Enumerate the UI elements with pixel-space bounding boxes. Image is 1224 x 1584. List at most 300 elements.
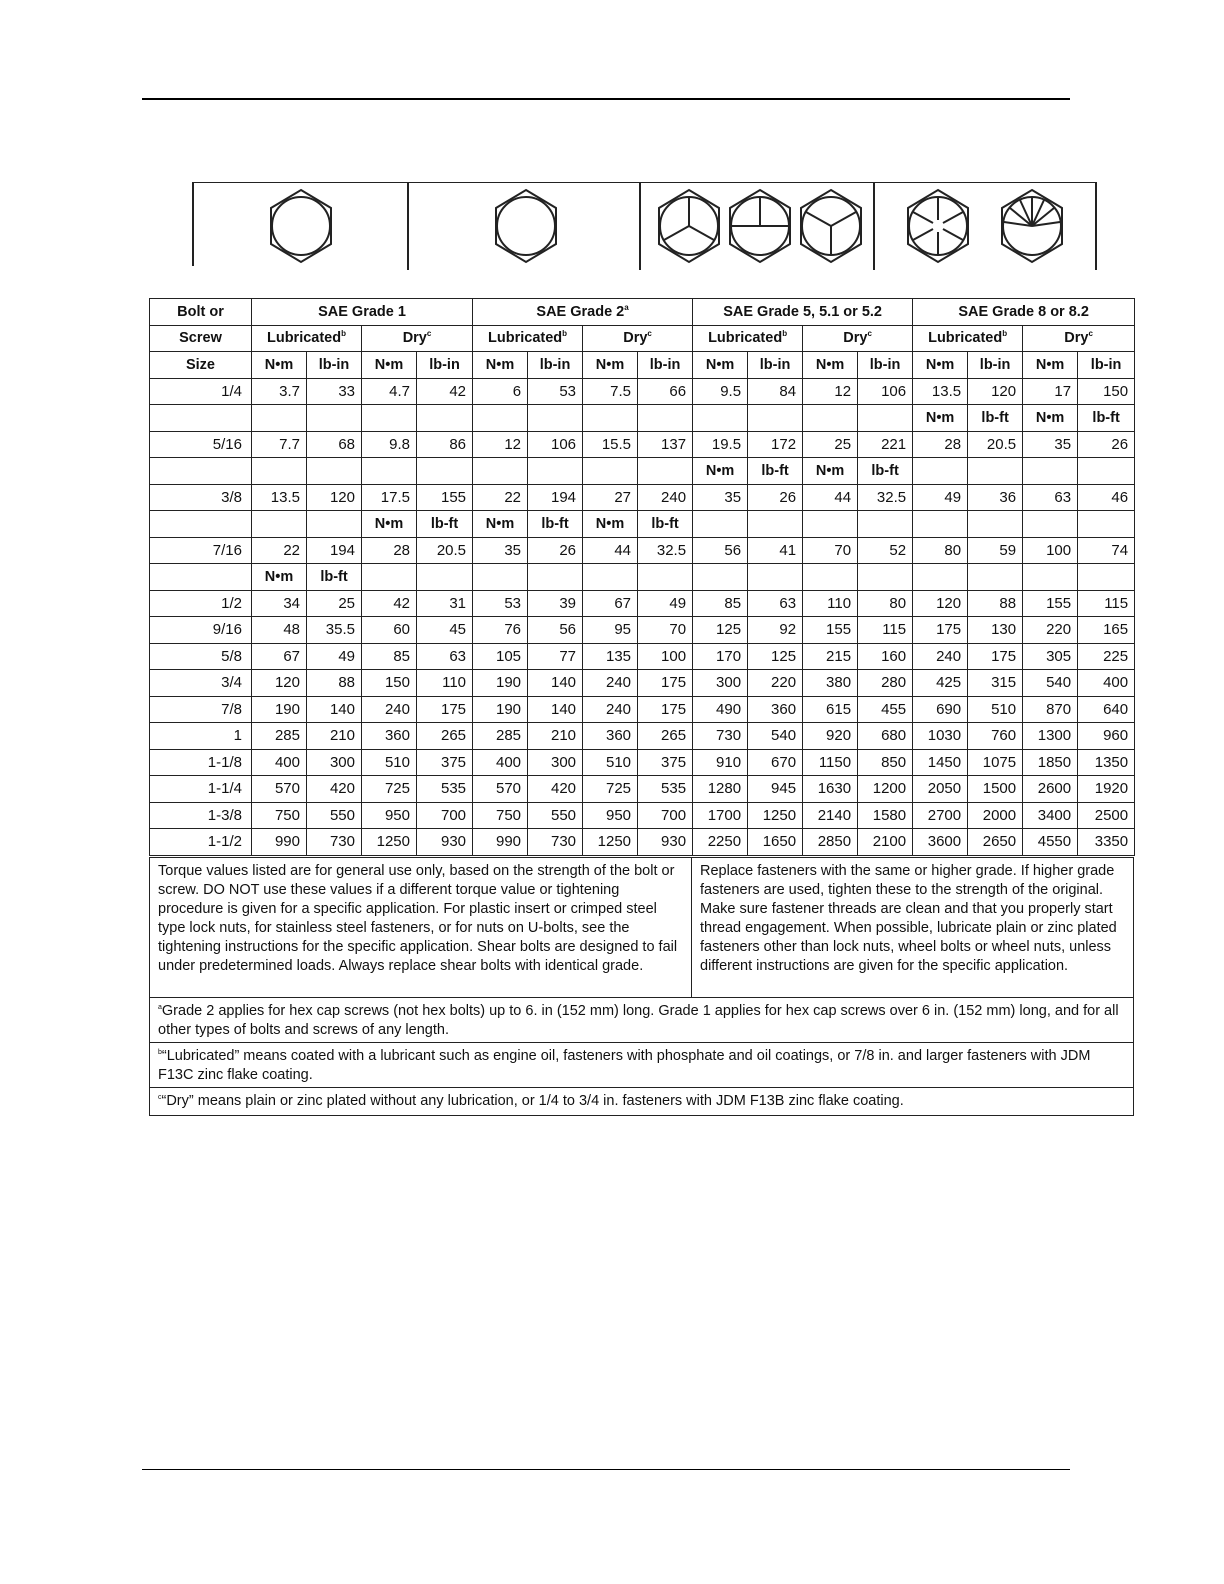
unit-cell — [1023, 564, 1078, 591]
value-cell: 950 — [362, 802, 417, 829]
table-row — [150, 590, 1135, 617]
value-cell: 137 — [638, 431, 693, 458]
value-cell: 53 — [528, 378, 583, 405]
value-cell: 690 — [913, 696, 968, 723]
value-cell: 2650 — [968, 829, 1023, 856]
value-cell: 375 — [417, 749, 473, 776]
unit-cell — [693, 511, 748, 538]
value-cell: 115 — [1078, 590, 1135, 617]
unit-cell — [1078, 511, 1135, 538]
value-cell: 155 — [803, 617, 858, 644]
value-cell: 20.5 — [968, 431, 1023, 458]
size-header: Size — [150, 352, 252, 379]
value-cell: 490 — [693, 696, 748, 723]
value-cell: 1450 — [913, 749, 968, 776]
value-cell: 85 — [693, 590, 748, 617]
unit-cell — [1078, 564, 1135, 591]
value-cell: 1630 — [803, 776, 858, 803]
value-cell: 2000 — [968, 802, 1023, 829]
unit-nm-header: N•m — [473, 352, 528, 379]
unit-cell — [858, 511, 913, 538]
value-cell: 70 — [803, 537, 858, 564]
grade-2-bolt-head-icon — [496, 190, 556, 262]
unit-change-row — [150, 405, 1135, 432]
unit-cell: N•m — [693, 458, 748, 485]
size-cell: 3/4 — [150, 670, 252, 697]
value-cell: 420 — [307, 776, 362, 803]
general-use-note: Torque values listed are for general use only, based on the strength of the bolt or screw. DO NOT use these values if a different torque value or tightening procedure is given for a specific application. For plastic insert or crimped steel type lock nuts, for stainless steel fasteners, or for nuts on U-bolts, see the tightening instructions for the specific application. Shear bolts are designed to fail under predetermined loads. Always replace shear bolts with identical grade. — [150, 858, 692, 997]
value-cell: 190 — [473, 696, 528, 723]
value-cell: 190 — [473, 670, 528, 697]
value-cell: 615 — [803, 696, 858, 723]
value-cell: 13.5 — [913, 378, 968, 405]
value-cell: 280 — [858, 670, 913, 697]
value-cell: 32.5 — [638, 537, 693, 564]
value-cell: 120 — [968, 378, 1023, 405]
value-cell: 170 — [693, 643, 748, 670]
value-cell: 56 — [693, 537, 748, 564]
table-row — [150, 670, 1135, 697]
value-cell: 20.5 — [417, 537, 473, 564]
value-cell: 125 — [693, 617, 748, 644]
value-cell: 155 — [417, 484, 473, 511]
value-cell: 2100 — [858, 829, 913, 856]
value-cell: 1030 — [913, 723, 968, 750]
unit-nm-header: N•m — [693, 352, 748, 379]
value-cell: 67 — [583, 590, 638, 617]
value-cell: 285 — [473, 723, 528, 750]
value-cell: 1075 — [968, 749, 1023, 776]
size-cell: 1-1/8 — [150, 749, 252, 776]
dry-header: Dry$^c$ — [362, 325, 473, 352]
value-cell: 28 — [362, 537, 417, 564]
unit-cell — [693, 405, 748, 432]
dry-header: Dry$^c$ — [583, 325, 693, 352]
unit-lbin-header: lb-in — [417, 352, 473, 379]
value-cell: 44 — [803, 484, 858, 511]
value-cell: 76 — [473, 617, 528, 644]
unit-cell — [583, 564, 638, 591]
value-cell: 425 — [913, 670, 968, 697]
unit-nm-header: N•m — [803, 352, 858, 379]
value-cell: 140 — [307, 696, 362, 723]
value-cell: 1250 — [583, 829, 638, 856]
screw-header: Screw — [150, 325, 252, 352]
unit-cell: lb-ft — [1078, 405, 1135, 432]
unit-lbin-header: lb-in — [307, 352, 362, 379]
grade-8-bolt-head-icon — [908, 190, 968, 262]
table-row — [150, 802, 1135, 829]
value-cell: 95 — [583, 617, 638, 644]
value-cell: 53 — [473, 590, 528, 617]
unit-cell — [748, 564, 803, 591]
value-cell: 175 — [417, 696, 473, 723]
value-cell: 640 — [1078, 696, 1135, 723]
value-cell: 540 — [1023, 670, 1078, 697]
unit-cell: N•m — [362, 511, 417, 538]
value-cell: 130 — [968, 617, 1023, 644]
dry-header: Dry$^c$ — [803, 325, 913, 352]
unit-lbin-header: lb-in — [638, 352, 693, 379]
unit-cell — [417, 564, 473, 591]
size-cell: 5/16 — [150, 431, 252, 458]
value-cell: 63 — [748, 590, 803, 617]
unit-cell — [307, 458, 362, 485]
unit-lbin-header: lb-in — [858, 352, 913, 379]
value-cell: 34 — [252, 590, 307, 617]
table-row — [150, 484, 1135, 511]
value-cell: 240 — [583, 696, 638, 723]
value-cell: 7.5 — [583, 378, 638, 405]
size-cell: 1-1/2 — [150, 829, 252, 856]
value-cell: 960 — [1078, 723, 1135, 750]
unit-cell: N•m — [473, 511, 528, 538]
value-cell: 1250 — [748, 802, 803, 829]
value-cell: 1150 — [803, 749, 858, 776]
value-cell: 210 — [528, 723, 583, 750]
table-row — [150, 617, 1135, 644]
value-cell: 194 — [307, 537, 362, 564]
value-cell: 265 — [417, 723, 473, 750]
unit-lbin-header: lb-in — [528, 352, 583, 379]
value-cell: 100 — [638, 643, 693, 670]
unit-cell: N•m — [583, 511, 638, 538]
value-cell: 910 — [693, 749, 748, 776]
value-cell: 240 — [913, 643, 968, 670]
unit-cell — [1078, 458, 1135, 485]
value-cell: 165 — [1078, 617, 1135, 644]
value-cell: 140 — [528, 696, 583, 723]
value-cell: 750 — [473, 802, 528, 829]
unit-cell — [913, 564, 968, 591]
empty-cell — [150, 564, 252, 591]
value-cell: 2140 — [803, 802, 858, 829]
unit-cell — [638, 458, 693, 485]
value-cell: 920 — [803, 723, 858, 750]
table-row — [150, 776, 1135, 803]
unit-cell — [583, 458, 638, 485]
unit-cell: N•m — [252, 564, 307, 591]
unit-nm-header: N•m — [913, 352, 968, 379]
empty-cell — [150, 458, 252, 485]
value-cell: 106 — [528, 431, 583, 458]
unit-cell — [362, 405, 417, 432]
value-cell: 550 — [307, 802, 362, 829]
value-cell: 35 — [473, 537, 528, 564]
value-cell: 70 — [638, 617, 693, 644]
value-cell: 19.5 — [693, 431, 748, 458]
value-cell: 990 — [473, 829, 528, 856]
value-cell: 2850 — [803, 829, 858, 856]
value-cell: 150 — [362, 670, 417, 697]
value-cell: 63 — [1023, 484, 1078, 511]
value-cell: 35.5 — [307, 617, 362, 644]
unit-nm-header: N•m — [362, 352, 417, 379]
value-cell: 31 — [417, 590, 473, 617]
top-rule — [142, 98, 1070, 100]
value-cell: 510 — [968, 696, 1023, 723]
value-cell: 26 — [748, 484, 803, 511]
value-cell: 3400 — [1023, 802, 1078, 829]
value-cell: 27 — [583, 484, 638, 511]
value-cell: 380 — [803, 670, 858, 697]
size-cell: 7/8 — [150, 696, 252, 723]
value-cell: 221 — [858, 431, 913, 458]
value-cell: 2600 — [1023, 776, 1078, 803]
value-cell: 115 — [858, 617, 913, 644]
value-cell: 6 — [473, 378, 528, 405]
value-cell: 510 — [583, 749, 638, 776]
bolt-head-markings — [192, 182, 1098, 272]
value-cell: 13.5 — [252, 484, 307, 511]
unit-cell — [748, 511, 803, 538]
value-cell: 120 — [307, 484, 362, 511]
value-cell: 25 — [307, 590, 362, 617]
value-cell: 945 — [748, 776, 803, 803]
value-cell: 120 — [913, 590, 968, 617]
value-cell: 44 — [583, 537, 638, 564]
value-cell: 540 — [748, 723, 803, 750]
value-cell: 42 — [362, 590, 417, 617]
value-cell: 4550 — [1023, 829, 1078, 856]
value-cell: 950 — [583, 802, 638, 829]
unit-cell: lb-ft — [858, 458, 913, 485]
value-cell: 160 — [858, 643, 913, 670]
table-row — [150, 696, 1135, 723]
value-cell: 700 — [417, 802, 473, 829]
value-cell: 175 — [638, 696, 693, 723]
footnote-a: $^a$Grade 2 applies for hex cap screws (not hex bolts) up to 6. in (152 mm) long. Grade 1 applies for hex cap screws over 6 in. (152 mm) long, and for all other types of bolts and screws of any length. — [149, 997, 1134, 1043]
unit-cell — [748, 405, 803, 432]
unit-cell: N•m — [913, 405, 968, 432]
unit-change-row — [150, 511, 1135, 538]
unit-cell — [252, 458, 307, 485]
value-cell: 240 — [362, 696, 417, 723]
unit-cell — [473, 564, 528, 591]
value-cell: 3350 — [1078, 829, 1135, 856]
unit-cell: lb-ft — [638, 511, 693, 538]
table-row — [150, 643, 1135, 670]
value-cell: 110 — [417, 670, 473, 697]
value-cell: 60 — [362, 617, 417, 644]
unit-cell — [693, 564, 748, 591]
value-cell: 120 — [252, 670, 307, 697]
value-cell: 17 — [1023, 378, 1078, 405]
bottom-rule — [142, 1469, 1070, 1470]
value-cell: 535 — [417, 776, 473, 803]
unit-change-row — [150, 564, 1135, 591]
size-cell: 1/2 — [150, 590, 252, 617]
unit-cell: lb-ft — [528, 511, 583, 538]
value-cell: 88 — [968, 590, 1023, 617]
value-cell: 300 — [307, 749, 362, 776]
table-row — [150, 378, 1135, 405]
value-cell: 700 — [638, 802, 693, 829]
value-cell: 315 — [968, 670, 1023, 697]
unit-nm-header: N•m — [583, 352, 638, 379]
unit-lbin-header: lb-in — [748, 352, 803, 379]
replace-fasteners-note: Replace fasteners with the same or higher grade. If higher grade fasteners are used, tighten these to the strength of the original. Make sure fastener threads are clean and that you properly start thread engagement. When possible, lubricate plain or zinc plated fasteners other than lock nuts, wheel bolts or wheel nuts, unless different instructions are given for the specific application. — [700, 863, 1117, 974]
value-cell: 1650 — [748, 829, 803, 856]
empty-cell — [150, 511, 252, 538]
value-cell: 194 — [528, 484, 583, 511]
value-cell: 265 — [638, 723, 693, 750]
unit-cell — [968, 458, 1023, 485]
value-cell: 285 — [252, 723, 307, 750]
unit-cell — [417, 458, 473, 485]
unit-cell: lb-ft — [307, 564, 362, 591]
table-row — [150, 431, 1135, 458]
value-cell: 15.5 — [583, 431, 638, 458]
unit-cell — [913, 511, 968, 538]
value-cell: 2700 — [913, 802, 968, 829]
value-cell: 68 — [307, 431, 362, 458]
unit-cell — [968, 511, 1023, 538]
value-cell: 140 — [528, 670, 583, 697]
value-cell: 175 — [638, 670, 693, 697]
unit-cell — [252, 511, 307, 538]
value-cell: 63 — [417, 643, 473, 670]
value-cell: 870 — [1023, 696, 1078, 723]
value-cell: 92 — [748, 617, 803, 644]
value-cell: 26 — [528, 537, 583, 564]
table-row — [150, 723, 1135, 750]
value-cell: 32.5 — [858, 484, 913, 511]
value-cell: 48 — [252, 617, 307, 644]
unit-cell — [307, 405, 362, 432]
value-cell: 84 — [748, 378, 803, 405]
value-cell: 930 — [417, 829, 473, 856]
lubricated-header: Lubricated$^b$ — [913, 325, 1023, 352]
value-cell: 105 — [473, 643, 528, 670]
value-cell: 12 — [803, 378, 858, 405]
value-cell: 420 — [528, 776, 583, 803]
unit-cell — [1023, 458, 1078, 485]
value-cell: 49 — [913, 484, 968, 511]
unit-cell — [417, 405, 473, 432]
size-cell: 1/4 — [150, 378, 252, 405]
unit-cell — [583, 405, 638, 432]
value-cell: 360 — [748, 696, 803, 723]
footnote-b: $^b$“Lubricated” means coated with a lubricant such as engine oil, fasteners with phosphate and oil coatings, or 7/8 in. and larger fasteners with JDM F13C zinc flake coating. — [149, 1042, 1134, 1088]
grade-1-header: SAE Grade 1 — [252, 299, 473, 326]
value-cell: 730 — [528, 829, 583, 856]
size-cell: 9/16 — [150, 617, 252, 644]
value-cell: 125 — [748, 643, 803, 670]
value-cell: 42 — [417, 378, 473, 405]
value-cell: 1350 — [1078, 749, 1135, 776]
value-cell: 25 — [803, 431, 858, 458]
unit-cell — [528, 458, 583, 485]
value-cell: 2050 — [913, 776, 968, 803]
value-cell: 22 — [252, 537, 307, 564]
empty-cell — [150, 405, 252, 432]
value-cell: 1500 — [968, 776, 1023, 803]
value-cell: 36 — [968, 484, 1023, 511]
grade-5-header: SAE Grade 5, 5.1 or 5.2 — [693, 299, 913, 326]
grade-8-header: SAE Grade 8 or 8.2 — [913, 299, 1135, 326]
value-cell: 9.5 — [693, 378, 748, 405]
value-cell: 4.7 — [362, 378, 417, 405]
value-cell: 88 — [307, 670, 362, 697]
unit-cell — [473, 405, 528, 432]
value-cell: 59 — [968, 537, 1023, 564]
value-cell: 375 — [638, 749, 693, 776]
value-cell: 1300 — [1023, 723, 1078, 750]
lubricated-header: Lubricated$^b$ — [473, 325, 583, 352]
value-cell: 67 — [252, 643, 307, 670]
value-cell: 1200 — [858, 776, 913, 803]
value-cell: 22 — [473, 484, 528, 511]
value-cell: 85 — [362, 643, 417, 670]
value-cell: 17.5 — [362, 484, 417, 511]
value-cell: 35 — [693, 484, 748, 511]
value-cell: 1280 — [693, 776, 748, 803]
value-cell: 1700 — [693, 802, 748, 829]
value-cell: 28 — [913, 431, 968, 458]
unit-nm-header: N•m — [252, 352, 307, 379]
value-cell: 210 — [307, 723, 362, 750]
value-cell: 110 — [803, 590, 858, 617]
value-cell: 570 — [473, 776, 528, 803]
unit-cell — [638, 564, 693, 591]
value-cell: 3.7 — [252, 378, 307, 405]
size-cell: 1-3/8 — [150, 802, 252, 829]
value-cell: 1250 — [362, 829, 417, 856]
value-cell: 26 — [1078, 431, 1135, 458]
value-cell: 80 — [858, 590, 913, 617]
value-cell: 725 — [583, 776, 638, 803]
value-cell: 2500 — [1078, 802, 1135, 829]
value-cell: 730 — [307, 829, 362, 856]
value-cell: 670 — [748, 749, 803, 776]
value-cell: 360 — [362, 723, 417, 750]
value-cell: 39 — [528, 590, 583, 617]
size-cell: 5/8 — [150, 643, 252, 670]
unit-cell — [528, 564, 583, 591]
unit-cell: lb-ft — [748, 458, 803, 485]
grade-8-2-bolt-head-icon — [1002, 190, 1062, 262]
value-cell: 535 — [638, 776, 693, 803]
general-notes — [149, 857, 1134, 998]
unit-cell — [362, 458, 417, 485]
grade-2-header: SAE Grade 2$^a$ — [473, 299, 693, 326]
dry-header: Dry$^c$ — [1023, 325, 1135, 352]
value-cell: 49 — [307, 643, 362, 670]
unit-cell — [803, 405, 858, 432]
unit-lbin-header: lb-in — [1078, 352, 1135, 379]
value-cell: 300 — [528, 749, 583, 776]
size-cell: 7/16 — [150, 537, 252, 564]
value-cell: 150 — [1078, 378, 1135, 405]
value-cell: 41 — [748, 537, 803, 564]
unit-cell: N•m — [1023, 405, 1078, 432]
value-cell: 990 — [252, 829, 307, 856]
value-cell: 240 — [638, 484, 693, 511]
value-cell: 2250 — [693, 829, 748, 856]
value-cell: 12 — [473, 431, 528, 458]
grade-1-bolt-head-icon — [271, 190, 331, 262]
unit-lbin-header: lb-in — [968, 352, 1023, 379]
unit-cell — [803, 511, 858, 538]
value-cell: 850 — [858, 749, 913, 776]
value-cell: 135 — [583, 643, 638, 670]
unit-cell — [1023, 511, 1078, 538]
value-cell: 300 — [693, 670, 748, 697]
value-cell: 172 — [748, 431, 803, 458]
value-cell: 1850 — [1023, 749, 1078, 776]
size-cell: 1-1/4 — [150, 776, 252, 803]
